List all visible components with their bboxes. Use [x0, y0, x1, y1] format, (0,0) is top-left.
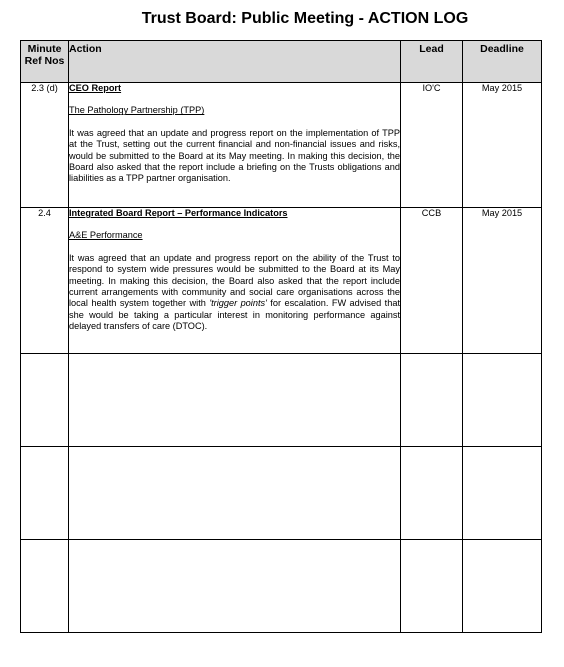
empty-cell [401, 447, 463, 540]
column-header-action: Action [69, 41, 401, 83]
action-subheading: The Pathology Partnership (TPP) [69, 105, 205, 116]
empty-cell [401, 354, 463, 447]
action-body [69, 253, 400, 333]
action-subheading: A&E Performance [69, 230, 143, 241]
empty-cell [21, 540, 69, 633]
minute-ref-cell: 2.4 [21, 208, 69, 354]
lead-cell: IO'C [401, 83, 463, 208]
action-body-text: It was agreed that an update and progress report on the ability of the Trust to respond to system wide pressures would be submitted to the Board at its May meeting. In making this decision, the Board also asked that the report include current arrangements with community and social care organisations across the local health system together with [69, 252, 400, 309]
empty-cell [69, 354, 401, 447]
empty-cell [69, 540, 401, 633]
table-row [21, 208, 542, 354]
action-body-text-end: for escalation. FW advised that she would be taking a particular interest in monitoring performance against delayed transfers of care (DTOC). [69, 298, 401, 332]
column-header-minute-ref: Minute Ref Nos [21, 41, 69, 83]
action-body: It was agreed that an update and progress report on the implementation of TPP at the Trust, setting out the current financial and non-financial issues and risks, would be submitted to the Board at its May meeting. In making this decision, the Board also asked that the report include a briefing on the Trusts obligations and liabilities as a TPP partner organisation. [69, 127, 400, 184]
document-title: Trust Board: Public Meeting - ACTION LOG [141, 10, 469, 27]
empty-cell [21, 447, 69, 540]
empty-cell [69, 447, 401, 540]
empty-cell [463, 540, 542, 633]
deadline-cell: May 2015 [463, 83, 542, 208]
table-row [21, 83, 542, 208]
action-heading: Integrated Board Report – Performance Indicators [69, 208, 288, 218]
empty-table-row [21, 540, 542, 633]
empty-table-row [21, 447, 542, 540]
empty-cell [21, 354, 69, 447]
empty-cell [463, 354, 542, 447]
table-header-row [21, 41, 542, 83]
deadline-cell: May 2015 [463, 208, 542, 354]
action-cell [69, 208, 401, 354]
empty-cell [463, 447, 542, 540]
minute-ref-cell: 2.3 (d) [21, 83, 69, 208]
empty-cell [401, 540, 463, 633]
empty-table-row [21, 354, 542, 447]
action-body-emphasis: 'trigger points' [209, 298, 267, 309]
action-log-table [20, 40, 542, 633]
column-header-lead: Lead [401, 41, 463, 83]
lead-cell: CCB [401, 208, 463, 354]
action-heading: CEO Report [69, 83, 122, 93]
action-cell [69, 83, 401, 208]
column-header-deadline: Deadline [463, 41, 542, 83]
